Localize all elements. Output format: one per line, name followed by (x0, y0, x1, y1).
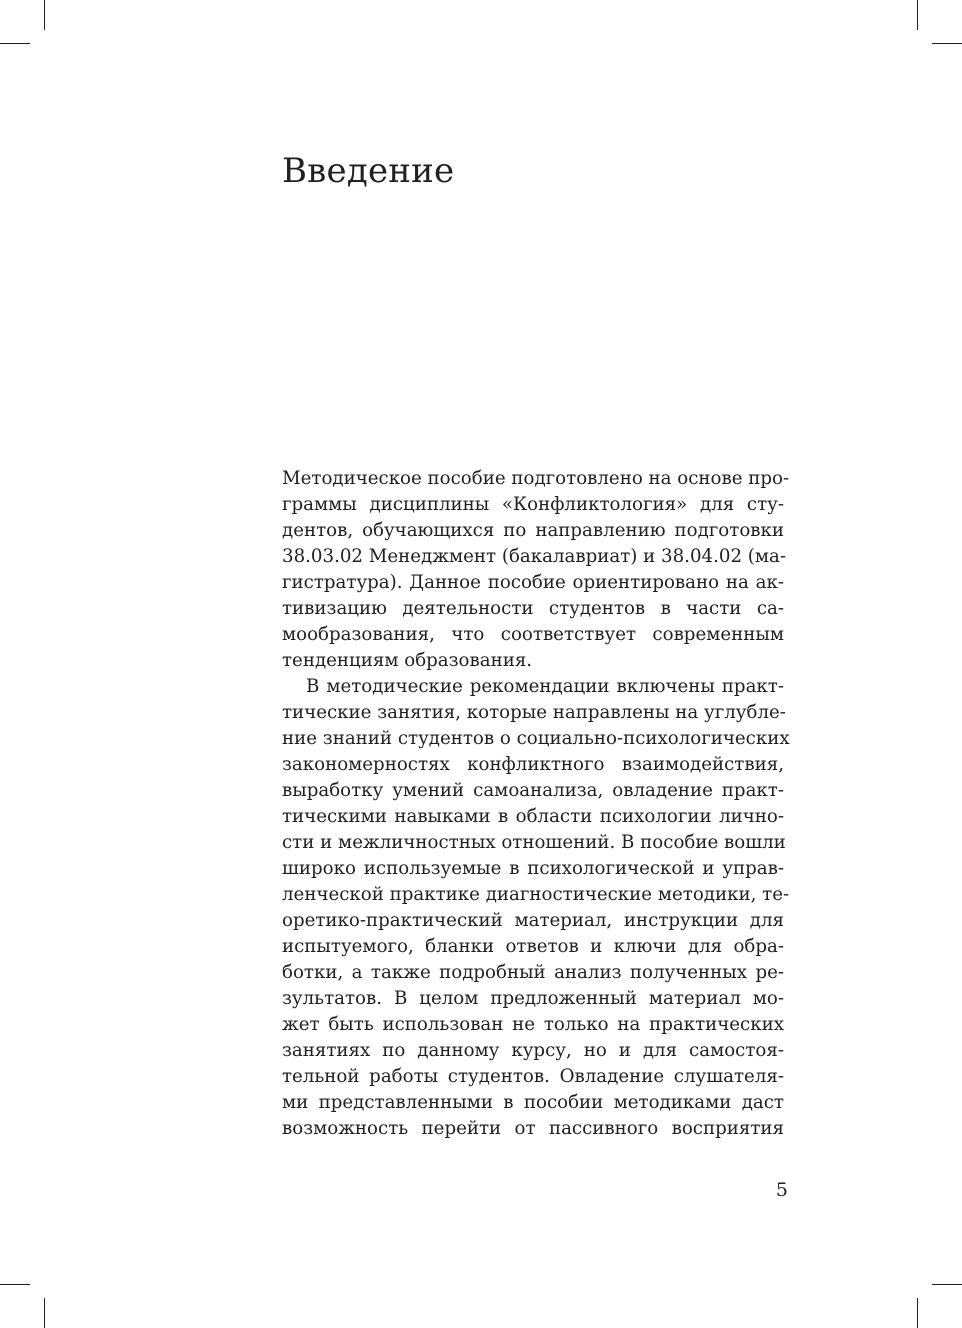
text-line: ние знаний студентов о социально-психологических (282, 728, 790, 749)
text-line: ленческой практике диагностические методики, те- (282, 884, 790, 905)
text-line: 38.03.02 Менеджмент (бакалавриат) и 38.04.02 (ма- (282, 546, 787, 567)
text-line: тельной работы студентов. Овладение слушателя- (282, 1066, 784, 1087)
crop-mark-bottom-left-horizontal (0, 1284, 30, 1285)
crop-mark-bottom-right-vertical (917, 1298, 918, 1328)
text-line: гистратура). Данное пособие ориентировано на ак- (282, 572, 784, 593)
text-line: занятиях по данному курсу, но и для самостоя- (282, 1040, 784, 1061)
page-number: 5 (775, 1179, 788, 1201)
text-line: жет быть использован не только на практических (282, 1014, 784, 1035)
chapter-heading: Введение (282, 151, 455, 191)
text-line: ботки, а также подробный анализ полученных ре- (282, 962, 784, 983)
text-line: тенденциям образования. (282, 650, 533, 671)
text-line: зультатов. В целом предложенный материал мо- (282, 988, 784, 1009)
crop-mark-top-left-horizontal (0, 43, 30, 44)
text-line: сти и межличностных отношений. В пособие вошли (282, 832, 786, 853)
text-line: тические занятия, которые направлены на углубле- (282, 702, 786, 723)
text-line: оретико-практический материал, инструкции для (282, 910, 784, 931)
text-line: возможность перейти от пассивного восприятия (282, 1118, 784, 1139)
text-line: граммы дисциплины «Конфликтология» для сту- (282, 494, 784, 515)
crop-mark-bottom-left-vertical (44, 1298, 45, 1328)
text-line: испытуемого, бланки ответов и ключи для обра- (282, 936, 784, 957)
crop-mark-top-right-horizontal (932, 43, 962, 44)
text-line: широко используемые в психологической и управ- (282, 858, 784, 879)
crop-mark-bottom-right-horizontal (932, 1284, 962, 1285)
body-text (282, 466, 790, 1142)
crop-mark-top-left-vertical (44, 0, 45, 30)
paragraph (282, 674, 790, 1142)
text-line: В методические рекомендации включены практ- (306, 676, 784, 697)
text-line: Методическое пособие подготовлено на основе про- (282, 468, 790, 489)
crop-mark-top-right-vertical (917, 0, 918, 30)
text-line: закономерностях конфликтного взаимодействия, (282, 754, 784, 775)
text-line: выработку умений самоанализа, овладение практ- (282, 780, 784, 801)
text-line: дентов, обучающихся по направлению подготовки (282, 520, 784, 541)
text-line: тическими навыками в области психологии лично- (282, 806, 784, 827)
text-line: мообразования, что соответствует современным (282, 624, 784, 645)
text-line: тивизацию деятельности студентов в части са- (282, 598, 784, 619)
text-line: ми представленными в пособии методиками даст (282, 1092, 784, 1113)
paragraph (282, 466, 790, 674)
